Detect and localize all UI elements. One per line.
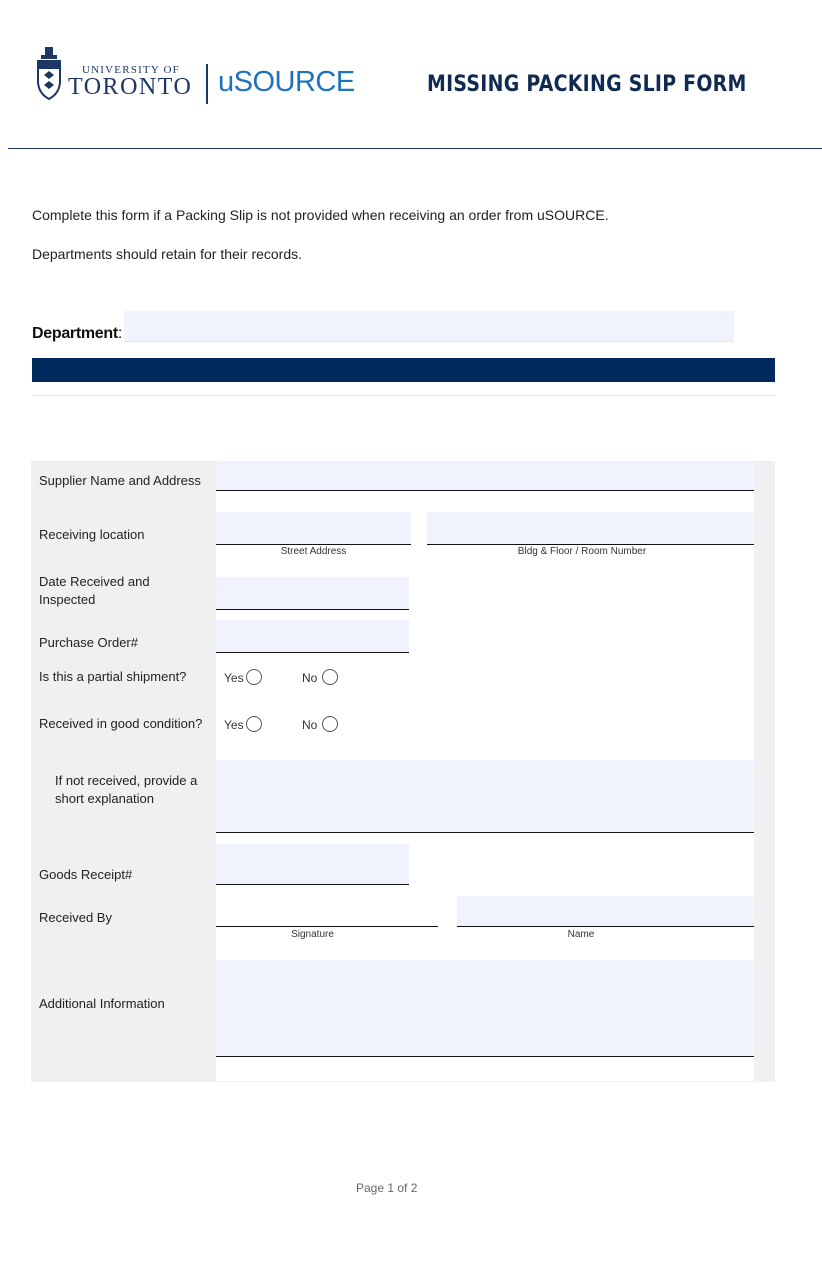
partial-yes-label: Yes <box>224 671 244 685</box>
purchase-order-label: Purchase Order# <box>39 635 138 650</box>
page-number: Page 1 of 2 <box>356 1181 418 1195</box>
condition-no-label: No <box>302 718 318 732</box>
partial-yes-radio[interactable] <box>246 669 262 685</box>
received-by-label: Received By <box>39 910 112 925</box>
supplier-field[interactable] <box>216 461 754 491</box>
supplier-label: Supplier Name and Address <box>39 473 201 488</box>
section-divider <box>32 395 775 396</box>
intro-line-2: Departments should retain for their records. <box>32 246 303 262</box>
page-title: MISSING PACKING SLIP FORM <box>427 72 747 97</box>
partial-no-label: No <box>302 671 318 685</box>
received-by-name-field[interactable] <box>457 896 754 927</box>
condition-yes-label: Yes <box>224 718 244 732</box>
name-caption: Name <box>567 929 595 940</box>
goods-receipt-field[interactable] <box>216 844 409 885</box>
date-received-label-2: Inspected <box>39 592 96 607</box>
explanation-label-2: short explanation <box>55 791 155 806</box>
condition-no-radio[interactable] <box>322 716 338 732</box>
explanation-label-1: If not received, provide a <box>55 773 198 788</box>
header-divider <box>8 148 822 149</box>
section-bar <box>32 358 775 382</box>
partial-no-radio[interactable] <box>322 669 338 685</box>
street-address-field[interactable] <box>216 512 411 545</box>
logo-divider <box>206 64 208 104</box>
purchase-order-field[interactable] <box>216 620 409 653</box>
bldg-room-caption: Bldg & Floor / Room Number <box>517 546 647 557</box>
date-received-field[interactable] <box>216 577 409 610</box>
street-address-caption: Street Address <box>280 546 347 557</box>
department-field[interactable] <box>124 311 734 342</box>
signature-line[interactable] <box>216 926 438 927</box>
intro-line-1: Complete this form if a Packing Slip is not provided when receiving an order from uSOURCE. <box>32 207 609 223</box>
logo-usource: uSOURCE <box>218 66 355 98</box>
receiving-location-label: Receiving location <box>39 527 145 542</box>
university-crest-icon <box>36 47 62 103</box>
goods-receipt-label: Goods Receipt# <box>39 867 133 882</box>
signature-caption: Signature <box>291 929 334 940</box>
date-received-label-1: Date Received and <box>39 574 150 589</box>
additional-info-field[interactable] <box>216 960 754 1057</box>
good-condition-label: Received in good condition? <box>39 716 203 731</box>
bldg-room-field[interactable] <box>427 512 754 545</box>
explanation-field[interactable] <box>216 760 754 833</box>
logo-university-of: UNIVERSITY OF <box>82 64 180 76</box>
condition-yes-radio[interactable] <box>246 716 262 732</box>
additional-info-label: Additional Information <box>39 996 165 1011</box>
logo-toronto: TORONTO <box>68 74 193 100</box>
department-label: Department: <box>32 325 123 342</box>
partial-shipment-label: Is this a partial shipment? <box>39 669 187 684</box>
